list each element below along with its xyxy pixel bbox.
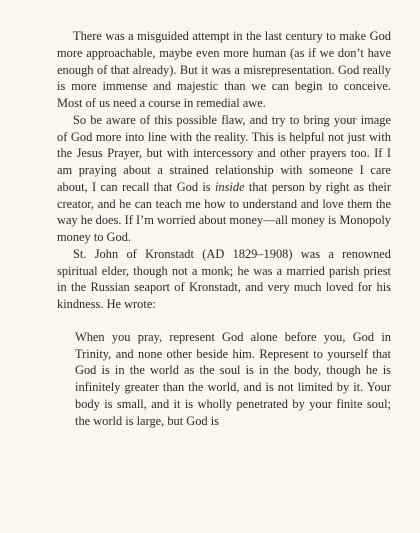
emphasis-inside: inside (214, 179, 245, 194)
page-body (57, 28, 391, 429)
paragraph-john-of-kronstadt: St. John of Kronstadt (AD 1829–1908) was a renowned spiritual elder, though not a monk; he was a married parish priest in the Russian seaport of Kronstadt, and very much loved for his kindness. He wrote: (57, 246, 391, 311)
paragraph-image-of-god (57, 112, 391, 246)
paragraph-text-start: So be aware of this possible flaw, and try to bring your image of God more into line with the reality. This is helpful not just with the Jesus Prayer, but with intercessory and other prayers too. If I am praying about a strained relationship with someone I care about, I can recall that God is (57, 112, 391, 194)
block-quote: When you pray, represent God alone before you, God in Trinity, and none other beside him. Represent to yourself that God is in the world as the soul is in the body, though he is infinitely greater than the world, and is not limited by it. Your body is small, and it is wholly penetrated by your finite soul; the world is large, but God is (75, 329, 391, 428)
paragraph-remedial-awe: There was a misguided attempt in the last century to make God more approachable, maybe even more human (as if we don’t have enough of that already). But it was a misrepresentation. God really is more immense and majestic than we can begin to conceive. Most of us need a course in remedial awe. (57, 29, 391, 110)
paragraph-text-end: that person by right as their creator, and he can teach me how to understand and love them the way he does. If I’m worried about money—all money is Monopoly money to God. (57, 179, 391, 244)
